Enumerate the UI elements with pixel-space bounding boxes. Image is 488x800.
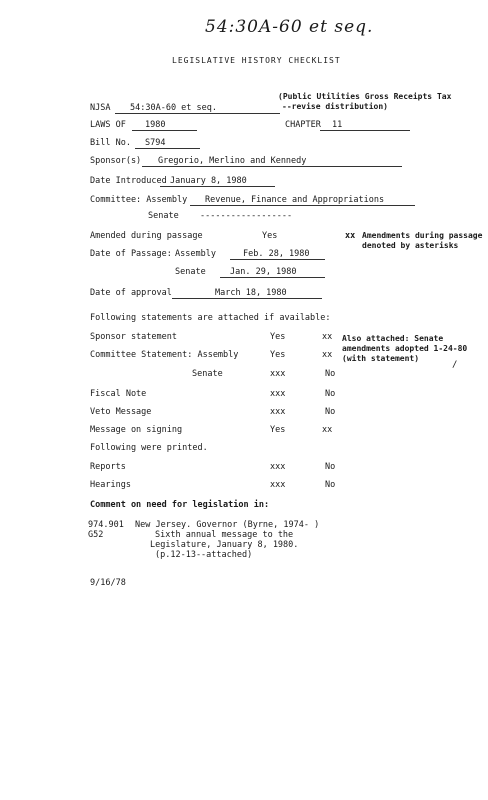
amended-note-line1: Amendments during passage bbox=[362, 231, 483, 240]
date-of-approval-value: March 18, 1980 bbox=[215, 288, 287, 298]
sponsors-value: Gregorio, Merlino and Kennedy bbox=[158, 156, 307, 166]
bill-no-label: Bill No. bbox=[90, 138, 131, 148]
amended-value: Yes bbox=[262, 231, 278, 241]
statement-veto-message-label: Veto Message bbox=[90, 407, 152, 417]
date-of-passage-senate-label: Senate bbox=[175, 267, 206, 277]
sponsors-label: Sponsor(s) bbox=[90, 156, 142, 166]
printed-reports-label: Reports bbox=[90, 462, 126, 472]
statement-fiscal-note-no: No bbox=[325, 389, 336, 399]
date-introduced-label: Date Introduced bbox=[90, 176, 167, 186]
amended-label: Amended during passage bbox=[90, 231, 203, 241]
statement-message-signing-label: Message on signing bbox=[90, 425, 183, 435]
date-of-passage-label: Date of Passage: bbox=[90, 249, 172, 259]
statement-fiscal-note-label: Fiscal Note bbox=[90, 389, 147, 399]
citation-line3: Legislature, January 8, 1980. bbox=[150, 540, 299, 550]
citation-line1: New Jersey. Governor (Byrne, 1974- ) bbox=[135, 520, 320, 530]
committee-senate-label: Senate bbox=[148, 211, 179, 221]
footer-mark: 9/16/78 bbox=[90, 578, 126, 588]
date-of-passage-assembly-value: Feb. 28, 1980 bbox=[243, 249, 310, 259]
statement-committee-assembly-label: Committee Statement: Assembly bbox=[90, 350, 239, 360]
njsa-note-line1: (Public Utilities Gross Receipts Tax bbox=[278, 92, 452, 101]
statement-message-signing-no: xx bbox=[322, 425, 333, 435]
also-attached-line3: (with statement) bbox=[342, 354, 420, 363]
statement-veto-message-no: No bbox=[325, 407, 336, 417]
laws-of-value: 1980 bbox=[145, 120, 166, 130]
statement-committee-assembly-yes: Yes bbox=[270, 350, 286, 360]
laws-of-label: LAWS OF bbox=[90, 120, 126, 130]
statement-fiscal-note-yes: xxx bbox=[270, 389, 286, 399]
date-of-approval-label: Date of approval bbox=[90, 288, 172, 298]
statement-veto-message-yes: xxx bbox=[270, 407, 286, 417]
printed-hearings-label: Hearings bbox=[90, 480, 131, 490]
date-of-passage-senate-value: Jan. 29, 1980 bbox=[230, 267, 297, 277]
njsa-value: 54:30A-60 et seq. bbox=[130, 103, 217, 113]
statement-sponsor-label: Sponsor statement bbox=[90, 332, 177, 342]
statement-committee-assembly-no: xx bbox=[322, 350, 333, 360]
statement-committee-senate-label: Senate bbox=[192, 369, 223, 379]
printed-reports-no: No bbox=[325, 462, 336, 472]
printed-hearings-no: No bbox=[325, 480, 336, 490]
njsa-label: NJSA bbox=[90, 103, 111, 113]
citation-call-number-2: G52 bbox=[88, 530, 104, 540]
committee-assembly-value: Revenue, Finance and Appropriations bbox=[205, 195, 385, 205]
njsa-note-line2: --revise distribution) bbox=[282, 102, 388, 111]
citation-line4: (p.12-13--attached) bbox=[155, 550, 253, 560]
citation-call-number: 974.901 bbox=[88, 520, 124, 530]
statement-sponsor-no: xx bbox=[322, 332, 333, 342]
printed-hearings-yes: xxx bbox=[270, 480, 286, 490]
also-attached-line1: Also attached: Senate bbox=[342, 334, 444, 343]
statement-message-signing-yes: Yes bbox=[270, 425, 286, 435]
date-of-passage-assembly-label: Assembly bbox=[175, 249, 216, 259]
amended-mark: xx bbox=[345, 231, 356, 241]
committee-senate-value: ------------------ bbox=[200, 211, 293, 221]
also-attached-line2: amendments adopted 1-24-80 bbox=[342, 344, 468, 353]
chapter-label: CHAPTER bbox=[285, 120, 321, 130]
handwritten-header: 54:30A-60 et seq. bbox=[205, 17, 374, 37]
printed-heading: Following were printed. bbox=[90, 443, 208, 453]
statement-sponsor-yes: Yes bbox=[270, 332, 286, 342]
bill-no-value: S794 bbox=[145, 138, 166, 148]
statements-heading: Following statements are attached if available: bbox=[90, 313, 331, 323]
amended-note-line2: denoted by asterisks bbox=[362, 241, 459, 250]
form-title: LEGISLATIVE HISTORY CHECKLIST bbox=[172, 56, 341, 65]
pen-tick-mark: / bbox=[452, 360, 458, 370]
committee-label: Committee: Assembly bbox=[90, 195, 188, 205]
statement-committee-senate-yes: xxx bbox=[270, 369, 286, 379]
citation-line2: Sixth annual message to the bbox=[155, 530, 294, 540]
printed-reports-yes: xxx bbox=[270, 462, 286, 472]
date-introduced-value: January 8, 1980 bbox=[170, 176, 247, 186]
comment-heading: Comment on need for legislation in: bbox=[90, 500, 270, 510]
chapter-value: 11 bbox=[332, 120, 343, 130]
statement-committee-senate-no: No bbox=[325, 369, 336, 379]
